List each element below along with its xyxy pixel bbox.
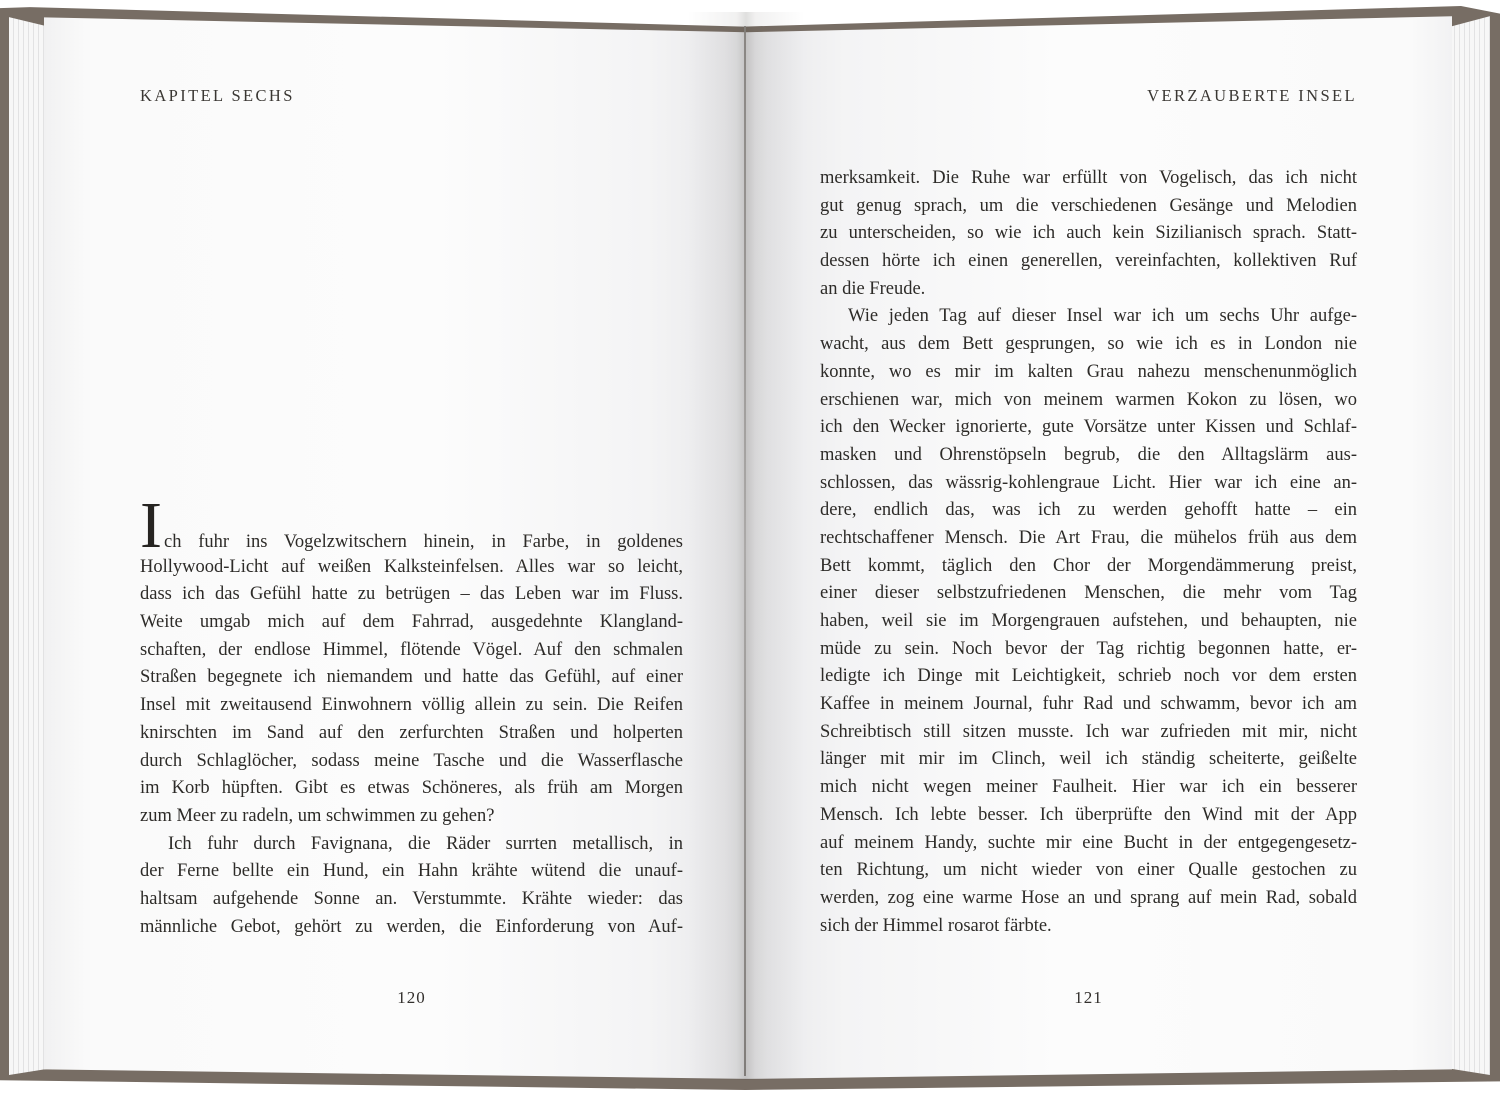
page-number-right: 121 <box>1074 988 1103 1007</box>
right-page-body <box>820 165 1357 940</box>
gutter-line <box>744 26 746 1076</box>
text-line: rechtschaffener Mensch. Die Art Frau, die mühelos früh aus dem <box>820 527 1357 548</box>
text-line: sich der Himmel rosarot färbte. <box>820 915 1052 936</box>
text-line: Weite umgab mich auf dem Fahrrad, ausgedehnte Klangland- <box>140 612 683 633</box>
page-stack-right <box>1450 14 1490 1076</box>
text-line: Kaffee in meinem Journal, fuhr Rad und schwamm, bevor ich am <box>820 694 1357 715</box>
text-line: männliche Gebot, gehört zu werden, die Einforderung von Auf- <box>140 916 683 937</box>
text-line: ten Richtung, um nicht wieder von einer Qualle gestochen zu <box>820 860 1357 881</box>
text-line: schlossen, das wässrig-kohlengraue Licht. Hier war ich eine an- <box>820 472 1357 493</box>
gutter-shadow <box>687 12 805 1080</box>
text-line: Wie jeden Tag auf dieser Insel war ich um sechs Uhr aufge- <box>848 306 1357 327</box>
text-line: der Ferne bellte ein Hund, ein Hahn krähte wütend die unauf- <box>140 861 683 882</box>
chapter-header: KAPITEL SECHS <box>140 86 295 105</box>
text-line: wacht, aus dem Bett gesprungen, so wie ich es in London nie <box>820 334 1357 355</box>
book-title-header: VERZAUBERTE INSEL <box>1147 86 1357 105</box>
text-line: masken und Ohrenstöpseln begrub, die den Alltagslärm aus- <box>820 444 1357 465</box>
text-line: Mensch. Ich lebte besser. Ich überprüfte den Wind mit der App <box>820 804 1357 825</box>
text-line: zu unterscheiden, so wie ich auch kein Sizilianisch sprach. Statt- <box>820 223 1357 244</box>
text-line: gut genug sprach, um die verschiedenen Gesänge und Melodien <box>820 195 1357 216</box>
text-line: Straßen begegnete ich niemandem und hatte das Gefühl, auf einer <box>140 667 683 688</box>
left-page-body <box>140 489 683 941</box>
text-line: Ich fuhr ins Vogelzwitschern hinein, in Farbe, in goldenes <box>140 489 683 562</box>
text-line: durch Schlaglöcher, sodass meine Tasche und die Wasserflasche <box>140 750 683 771</box>
text-line: haben, weil sie im Morgengrauen aufstehen, und behaupten, nie <box>820 611 1357 631</box>
text-line: erschienen war, mich von meinem warmen Kokon zu lösen, wo <box>820 389 1357 410</box>
text-line: Ich fuhr durch Favignana, die Räder surrten metallisch, in <box>168 833 683 854</box>
text-line: ich den Wecker ignorierte, gute Vorsätze unter Kissen und Schlaf- <box>820 417 1357 438</box>
text-line: Hollywood-Licht auf weißen Kalksteinfelsen. Alles war so leicht, <box>140 556 683 577</box>
text-line: zum Meer zu radeln, um schwimmen zu gehen? <box>140 805 495 826</box>
text-line: ledigte ich Dinge mit Leichtigkeit, schrieb noch vor dem ersten <box>820 666 1357 687</box>
text-line: konnte, wo es mir im kalten Grau nahezu menschenunmöglich <box>820 361 1357 382</box>
text-line: im Korb hüpften. Gibt es etwas Schöneres, als früh am Morgen <box>140 778 683 799</box>
text-line: werden, zog eine warme Hose an und sprang auf mein Rad, sobald <box>820 887 1357 908</box>
page-stack-left <box>9 14 49 1076</box>
text-line: merksamkeit. Die Ruhe war erfüllt von Vogelisch, das ich nicht <box>820 168 1357 188</box>
text-line: schaften, der endlose Himmel, flötende Vögel. Auf den schmalen <box>140 639 683 660</box>
text-line: auf meinem Handy, suchte mir eine Bucht in der entgegengesetz- <box>820 832 1357 853</box>
text-line: Schreibtisch still sitzen musste. Ich war zufrieden mit mir, nicht <box>820 721 1357 742</box>
text-line: haltsam aufgehende Sonne an. Verstummte. Krähte wieder: das <box>140 888 683 909</box>
page-number-left: 120 <box>397 988 426 1007</box>
text-line: dass ich das Gefühl hatte zu betrügen – das Leben war im Fluss. <box>140 584 683 605</box>
text-line: an die Freude. <box>820 278 926 299</box>
text-line: knirschten im Sand auf den zerfurchten Straßen und holperten <box>140 722 683 743</box>
text-line: mich nicht wegen meiner Faulheit. Hier war ich ein besserer <box>820 777 1357 798</box>
text-line: dere, endlich das, was ich zu werden gehofft hatte – ein <box>820 500 1357 521</box>
text-line: müde zu sein. Noch bevor der Tag richtig begonnen hatte, er- <box>820 638 1357 659</box>
text-line: Insel mit zweitausend Einwohnern völlig allein zu sein. Die Reifen <box>140 695 683 716</box>
drop-cap-initial: I <box>140 489 164 562</box>
text-line: einer dieser selbstzufriedenen Menschen, die mehr vom Tag <box>820 583 1357 604</box>
text-line: länger mit mir im Clinch, weil ich ständig scheiterte, geißelte <box>820 749 1357 770</box>
text-line: Bett kommt, täglich den Chor der Morgendämmerung preist, <box>820 555 1357 576</box>
text-line: dessen hörte ich einen generellen, vereinfachten, kollektiven Ruf <box>820 251 1357 272</box>
